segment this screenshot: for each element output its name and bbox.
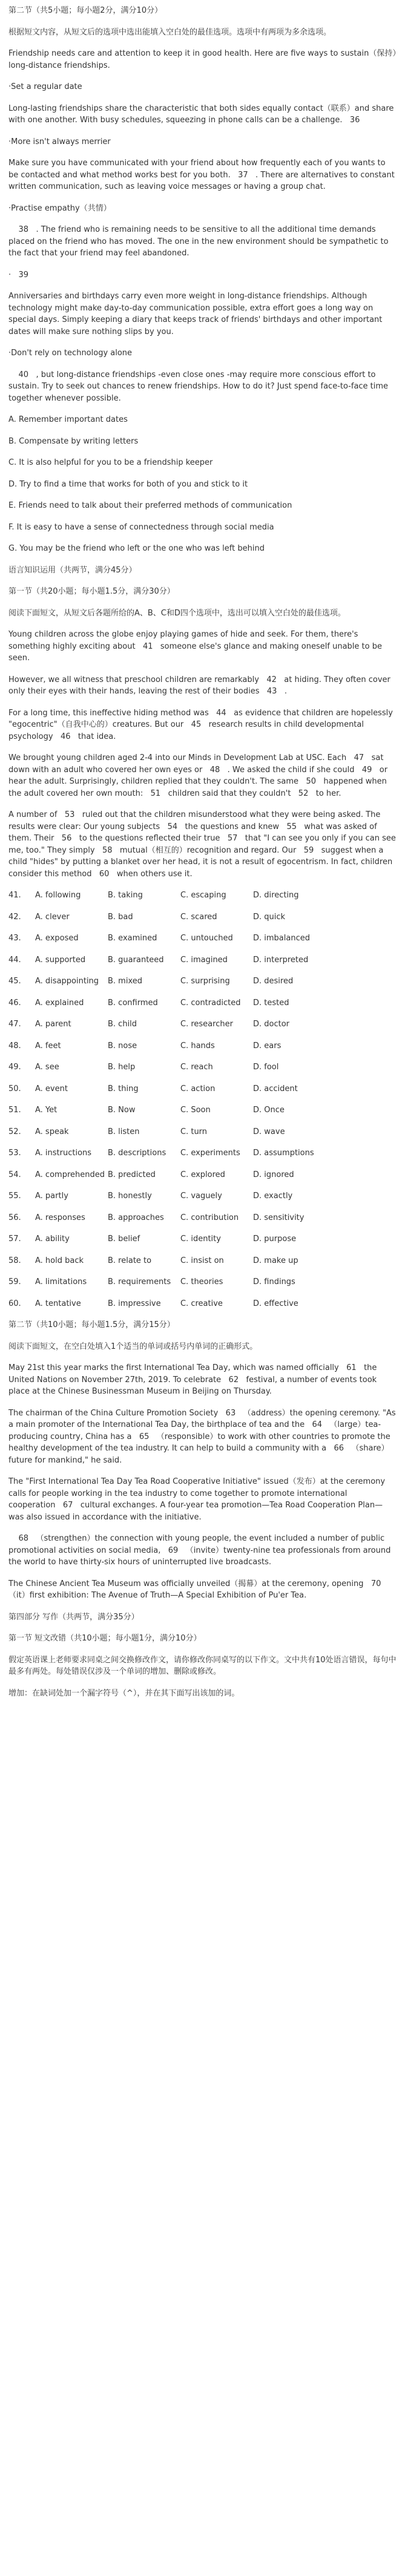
passage-paragraph: However, we all witness that preschool children are remarkably 42 at hiding. They often cover only their eyes with their hands, leaving the rest of their bodies 43 . xyxy=(8,675,393,696)
option-d[interactable]: D. ignored xyxy=(253,1170,294,1179)
passage-paragraph: For a long time, this ineffective hiding method was 44 as evidence that children are hopelessly "egocentric"（自我中心的）creatures. But our 45 research results in child developmental psychology 46 that idea. xyxy=(8,708,396,741)
question-row xyxy=(8,911,397,923)
question-number: 60. xyxy=(8,1299,21,1308)
option-d[interactable]: D. findings xyxy=(253,1277,295,1286)
option-c[interactable]: C. scared xyxy=(180,912,217,922)
passage-paragraph: Anniversaries and birthdays carry even more weight in long-distance friendships. Although technology might make day-to-day communication possible, extra effort goes a long way on special days. Simply keeping a diary that keeps track of friends' birthdays and other important dates will make sure nothing slips by you. xyxy=(8,292,385,336)
question-number: 48. xyxy=(8,1041,21,1050)
option-c[interactable]: C. experiments xyxy=(180,1149,240,1158)
option-b[interactable]: B. thing xyxy=(108,1084,139,1093)
option-b[interactable]: B. approaches xyxy=(108,1213,164,1222)
option-d[interactable]: D. directing xyxy=(253,891,299,900)
question-row xyxy=(8,1040,397,1052)
section-header: 第二节（共10小题；每小题1.5分，满分15分） xyxy=(8,1320,175,1329)
option-b[interactable]: B. requirements xyxy=(108,1277,171,1286)
question-row xyxy=(8,975,397,988)
passage-subheading: ·Set a regular date xyxy=(8,82,82,91)
passage-subheading: ·Practise empathy（共情） xyxy=(8,203,111,213)
passage-paragraph: 38 . The friend who is remaining needs to be sensitive to all the additional time demands placed on the friend who has moved. The one in the new environment should be sympathetic to the fact that your friend may feel abandoned. xyxy=(8,225,391,258)
question-row xyxy=(8,1083,397,1095)
option-a[interactable]: A. speak xyxy=(35,1127,69,1136)
question-number: 51. xyxy=(8,1106,21,1115)
question-row xyxy=(8,1104,397,1116)
passage-subheading: ·Don't rely on technology alone xyxy=(8,349,133,358)
cloze-question-list xyxy=(8,890,397,1309)
passage-paragraph: The chairman of the China Culture Promotion Society 63 （address）the opening ceremony. "As a main promoter of the International Tea Day, the birthplace of tea and the 64 （large）tea-producing country, China has a 65 （responsible）to work with other countries to promote the healthy development of the tea industry. It can help to build a community with a 66 （share）future for mankind," he said. xyxy=(8,1408,398,1465)
option-a[interactable]: A. comprehended xyxy=(35,1170,105,1179)
passage-paragraph: We brought young children aged 2-4 into our Minds in Development Lab at USC. Each 47 sat down with an adult who covered her own eyes or 48 . We asked the child if she could 49 or hear the adult. Surprisingly, children replied that they couldn't. The same 50 happened when the adult covered her own mouth: 51 children said that they couldn't 52 to her. xyxy=(8,753,390,798)
option-a[interactable]: A. limitations xyxy=(35,1277,87,1286)
question-number: 50. xyxy=(8,1084,21,1093)
option-d[interactable]: D. tested xyxy=(253,998,289,1008)
option-a[interactable]: A. explained xyxy=(35,998,84,1008)
option-b[interactable]: B. child xyxy=(108,1020,137,1029)
option-b[interactable]: B. relate to xyxy=(108,1256,152,1265)
option-c[interactable]: C. untouched xyxy=(180,934,233,943)
option-a[interactable]: A. disappointing xyxy=(35,977,99,986)
option-b[interactable]: B. impressive xyxy=(108,1299,161,1308)
section-instructions: 假定英语课上老师要求同桌之间交换修改作文，请你修改你同桌写的以下作文。文中共有10处语言错误，每句中最多有两处。每处错误仅涉及一个单词的增加、删除或修改。 xyxy=(8,1655,397,1676)
question-number: 54. xyxy=(8,1170,21,1179)
option-d[interactable]: D. exactly xyxy=(253,1191,293,1201)
option-a[interactable]: A. Yet xyxy=(35,1106,58,1115)
option-d[interactable]: D. fool xyxy=(253,1063,279,1072)
question-row xyxy=(8,1126,397,1138)
passage-subheading: · 39 xyxy=(8,270,29,280)
option-d[interactable]: D. make up xyxy=(253,1256,298,1265)
option-d[interactable]: D. desired xyxy=(253,977,294,986)
question-row xyxy=(8,997,397,1009)
question-number: 42. xyxy=(8,912,21,922)
option-c[interactable]: C. theories xyxy=(180,1277,223,1286)
option-d[interactable]: D. purpose xyxy=(253,1234,297,1244)
section-instructions: 阅读下面短文，在空白处填入1个适当的单词或括号内单词的正确形式。 xyxy=(8,1342,258,1351)
question-number: 46. xyxy=(8,998,21,1008)
passage-paragraph: Young children across the globe enjoy playing games of hide and seek. For them, there's something highly exciting about 41 someone else's glance and making oneself unable to be seen. xyxy=(8,630,385,663)
section-header: 第二节（共5小题；每小题2分，满分10分） xyxy=(8,6,163,15)
section-note: 增加：在缺词处加一个漏字符号（^），并在其下面写出该加的词。 xyxy=(8,1688,240,1698)
section-instructions: 阅读下面短文，从短文后各题所给的A、B、C和D四个选项中，选出可以填入空白处的最佳选项。 xyxy=(8,608,346,618)
question-number: 44. xyxy=(8,955,21,965)
option-c[interactable]: C. Soon xyxy=(180,1106,211,1115)
option-a[interactable]: A. partly xyxy=(35,1191,68,1201)
question-row xyxy=(8,1018,397,1031)
option-b[interactable]: B. descriptions xyxy=(108,1149,166,1158)
option-b[interactable]: B. confirmed xyxy=(108,998,158,1008)
question-row xyxy=(8,1212,397,1224)
question-number: 58. xyxy=(8,1256,21,1265)
option-d[interactable]: D. ears xyxy=(253,1041,282,1050)
option-d[interactable]: D. wave xyxy=(253,1127,285,1136)
option-c[interactable]: C. contradicted xyxy=(180,998,241,1008)
option-d[interactable]: D. accident xyxy=(253,1084,298,1093)
option-a[interactable]: A. parent xyxy=(35,1020,71,1029)
option-a[interactable]: A. hold back xyxy=(35,1256,84,1265)
option-b[interactable]: B. belief xyxy=(108,1234,140,1244)
option-c[interactable]: C. vaguely xyxy=(180,1191,222,1201)
passage-paragraph: May 21st this year marks the first International Tea Day, which was named officially 61 the United Nations on November 27th, 2019. To celebrate 62 festival, a number of events took place at the Chinese Businessman Museum in Beijing on Thursday. xyxy=(8,1363,380,1396)
answer-option: A. Remember important dates xyxy=(8,415,128,424)
option-a[interactable]: A. see xyxy=(35,1063,59,1072)
option-d[interactable]: D. imbalanced xyxy=(253,934,310,943)
option-c[interactable]: C. explored xyxy=(180,1170,225,1179)
option-d[interactable]: D. doctor xyxy=(253,1020,290,1029)
section-instructions: 根据短文内容，从短文后的选项中选出能填入空白处的最佳选项。选项中有两项为多余选项。 xyxy=(8,27,332,37)
option-b[interactable]: B. honestly xyxy=(108,1191,152,1201)
passage-paragraph: The Chinese Ancient Tea Museum was officially unveiled（揭幕）at the ceremony, opening 70 （it）first exhibition: The Avenue of Truth—A Special Exhibition of Pu'er Tea. xyxy=(8,1579,389,1600)
option-a[interactable]: A. following xyxy=(35,891,81,900)
option-c[interactable]: C. surprising xyxy=(180,977,230,986)
question-number: 43. xyxy=(8,934,21,943)
passage-paragraph: 68 （strengthen）the connection with young people, the event included a number of public promotional activities on social media, 69 （invite）twenty-nine tea professionals from around the world to have thirty-six hours of uninterrupted live broadcasts. xyxy=(8,1534,393,1567)
option-a[interactable]: A. supported xyxy=(35,955,86,965)
passage-paragraph: Make sure you have communicated with your friend about how frequently each of you wants to be contacted and what method works best for you both. 37 . There are alternatives to constant written communication, such as leaving voice messages or having a group chat. xyxy=(8,159,397,191)
section-header: 第一节 短文改错（共10小题；每小题1分，满分10分） xyxy=(8,1634,202,1643)
question-row xyxy=(8,954,397,966)
question-number: 55. xyxy=(8,1191,21,1201)
option-a[interactable]: A. feet xyxy=(35,1041,61,1050)
option-c[interactable]: C. turn xyxy=(180,1127,208,1136)
section-header: 第一节（共20小题；每小题1.5分，满分30分） xyxy=(8,587,175,596)
passage-paragraph: The "First International Tea Day Tea Road Cooperative Initiative" issued（发布）at the ceremony calls for people working in the tea industry to come together to promote international cooperation 67 cultural exchanges. A four-year tea promotion—Tea Road Cooperation Plan—was also issued in accordance with the initiative. xyxy=(8,1477,388,1522)
option-d[interactable]: D. Once xyxy=(253,1106,285,1115)
option-c[interactable]: C. researcher xyxy=(180,1020,233,1029)
option-d[interactable]: D. effective xyxy=(253,1299,298,1308)
question-row xyxy=(8,1169,397,1181)
question-row xyxy=(8,1298,397,1310)
part-header: 语言知识运用（共两节，满分45分） xyxy=(8,565,137,575)
passage-paragraph: A number of 53 ruled out that the children misunderstood what they were being asked. The results were clear: Our young subjects 54 the questions and knew 55 what was asked of them. Their 56 to the questions reflected their true 57 that "I can see you only if you can see me, too." They simply 58 mutual（相互的）recognition and regard. Our 59 suggest when a child "hides" by putting a blanket over her head, it is not a result of egocentrism. In fact, children consider this method 60 when others use it. xyxy=(8,810,399,879)
question-number: 49. xyxy=(8,1063,21,1072)
question-row xyxy=(8,1061,397,1073)
answer-option: G. You may be the friend who left or the one who was left behind xyxy=(8,544,265,553)
question-number: 47. xyxy=(8,1020,21,1029)
option-d[interactable]: D. interpreted xyxy=(253,955,309,965)
option-b[interactable]: B. nose xyxy=(108,1041,137,1050)
question-row xyxy=(8,932,397,945)
option-d[interactable]: D. sensitivity xyxy=(253,1213,305,1222)
answer-option: D. Try to find a time that works for both of you and stick to it xyxy=(8,479,248,489)
question-number: 59. xyxy=(8,1277,21,1286)
option-c[interactable]: C. identity xyxy=(180,1234,221,1244)
option-d[interactable]: D. assumptions xyxy=(253,1149,314,1158)
option-b[interactable]: B. listen xyxy=(108,1127,140,1136)
option-c[interactable]: C. contribution xyxy=(180,1213,239,1222)
option-b[interactable]: B. bad xyxy=(108,912,133,922)
question-number: 53. xyxy=(8,1149,21,1158)
option-c[interactable]: C. action xyxy=(180,1084,216,1093)
option-a[interactable]: A. exposed xyxy=(35,934,79,943)
question-row xyxy=(8,890,397,902)
option-b[interactable]: B. guaranteed xyxy=(108,955,164,965)
option-a[interactable]: A. ability xyxy=(35,1234,70,1244)
question-row xyxy=(8,1276,397,1288)
question-row xyxy=(8,1255,397,1267)
option-b[interactable]: B. predicted xyxy=(108,1170,156,1179)
passage-paragraph: 40 , but long-distance friendships -even close ones -may require more conscious effort to sustain. Try to seek out chances to renew friendships. How to do it? Just spend face-to-face time together whenever possible. xyxy=(8,370,391,403)
option-b[interactable]: B. mixed xyxy=(108,977,143,986)
question-number: 56. xyxy=(8,1213,21,1222)
question-row xyxy=(8,1233,397,1245)
option-a[interactable]: A. event xyxy=(35,1084,68,1093)
option-c[interactable]: C. insist on xyxy=(180,1256,224,1265)
option-d[interactable]: D. quick xyxy=(253,912,286,922)
option-c[interactable]: C. reach xyxy=(180,1063,213,1072)
option-a[interactable]: A. responses xyxy=(35,1213,85,1222)
question-row xyxy=(8,1147,397,1159)
answer-option: C. It is also helpful for you to be a friendship keeper xyxy=(8,458,213,467)
option-c[interactable]: C. hands xyxy=(180,1041,215,1050)
question-number: 45. xyxy=(8,977,21,986)
option-c[interactable]: C. imagined xyxy=(180,955,228,965)
option-b[interactable]: B. examined xyxy=(108,934,157,943)
option-a[interactable]: A. tentative xyxy=(35,1299,81,1308)
passage-paragraph: Long-lasting friendships share the characteristic that both sides equally contact（联系）and share with one another. With busy schedules, squeezing in phone calls can be a challenge. 36 xyxy=(8,103,397,125)
passage-subheading: ·More isn't always merrier xyxy=(8,137,111,146)
option-b[interactable]: B. Now xyxy=(108,1106,136,1115)
option-a[interactable]: A. clever xyxy=(35,912,70,922)
question-number: 57. xyxy=(8,1234,21,1244)
option-b[interactable]: B. help xyxy=(108,1063,136,1072)
part-header: 第四部分 写作（共两节，满分35分） xyxy=(8,1612,139,1622)
option-c[interactable]: C. creative xyxy=(180,1299,223,1308)
answer-option: B. Compensate by writing letters xyxy=(8,436,139,446)
question-number: 41. xyxy=(8,891,21,900)
question-row xyxy=(8,1190,397,1202)
passage-paragraph: Friendship needs care and attention to keep it in good health. Here are five ways to sustain（保持）long-distance friendships. xyxy=(8,49,397,70)
answer-option: E. Friends need to talk about their preferred methods of communication xyxy=(8,501,292,510)
option-a[interactable]: A. instructions xyxy=(35,1149,92,1158)
question-number: 52. xyxy=(8,1127,21,1136)
answer-option: F. It is easy to have a sense of connectedness through social media xyxy=(8,522,274,532)
option-b[interactable]: B. taking xyxy=(108,891,143,900)
option-c[interactable]: C. escaping xyxy=(180,891,226,900)
